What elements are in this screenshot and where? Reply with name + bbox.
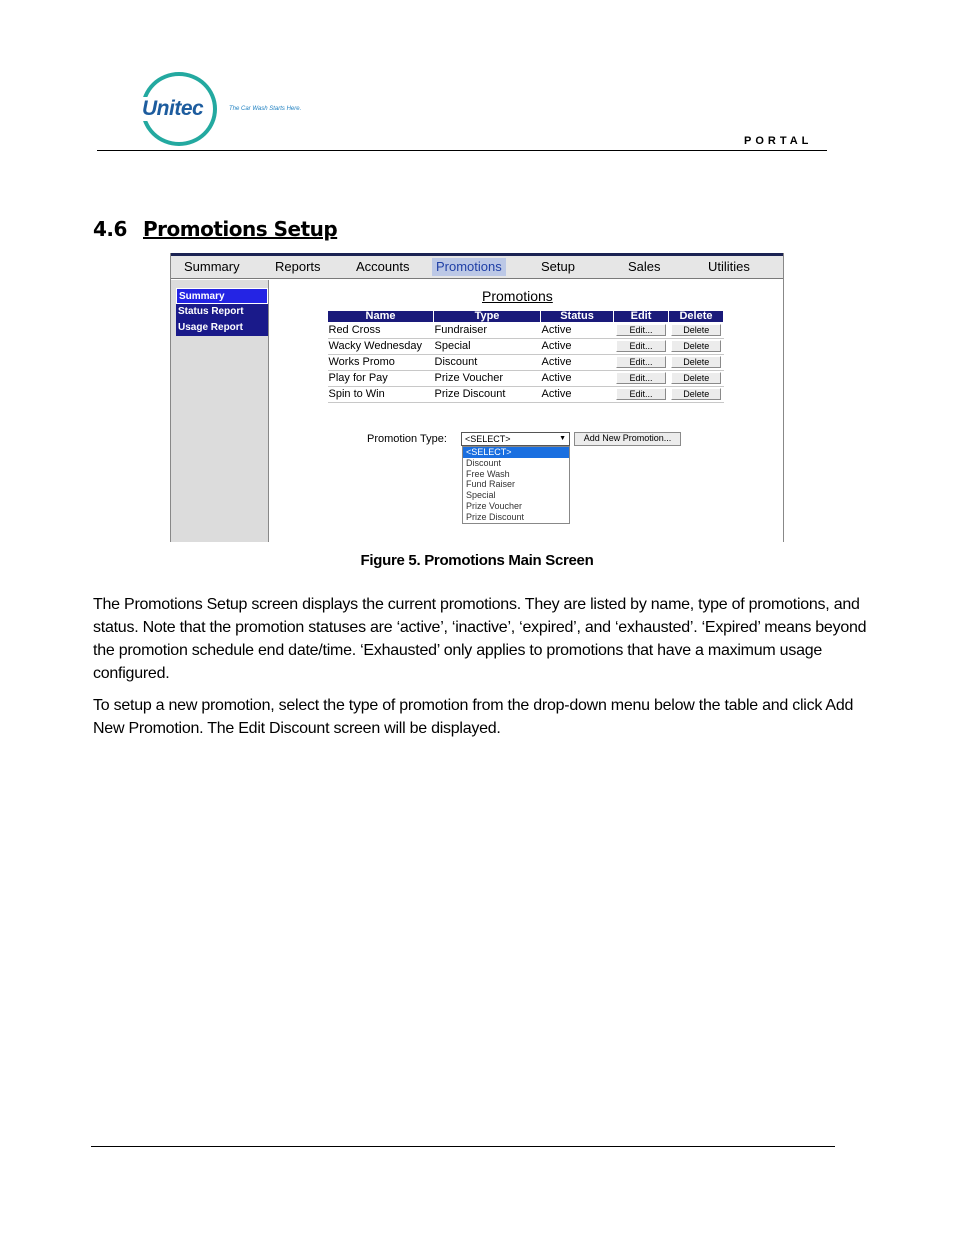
cell-delete	[669, 355, 724, 371]
cell-type: Prize Voucher	[434, 371, 541, 387]
cell-name: Works Promo	[328, 355, 434, 371]
cell-type: Fundraiser	[434, 323, 541, 339]
cell-type: Prize Discount	[434, 387, 541, 403]
header-divider	[97, 150, 827, 151]
delete-button[interactable]: Delete	[671, 356, 721, 368]
cell-type: Discount	[434, 355, 541, 371]
chevron-down-icon[interactable]: ▼	[559, 435, 566, 442]
sidebar	[171, 280, 269, 542]
column-header-status: Status	[541, 311, 614, 323]
delete-button[interactable]: Delete	[671, 340, 721, 352]
cell-delete	[669, 387, 724, 403]
unitec-logo	[138, 72, 222, 148]
add-new-promotion-button[interactable]: Add New Promotion...	[574, 432, 681, 446]
table-row	[328, 387, 724, 403]
promotion-type-select[interactable]	[461, 432, 570, 446]
dropdown-option-prize-discount[interactable]: Prize Discount	[466, 511, 525, 522]
column-header-name: Name	[328, 311, 434, 323]
cell-edit	[614, 339, 669, 355]
cell-edit	[614, 371, 669, 387]
cell-status: Active	[541, 355, 614, 371]
tab-setup[interactable]: Setup	[541, 259, 575, 274]
sidebar-item-summary[interactable]: Summary	[176, 288, 268, 304]
promotions-panel-title: Promotions	[482, 288, 553, 304]
column-header-delete: Delete	[669, 311, 724, 323]
cell-name: Wacky Wednesday	[328, 339, 434, 355]
cell-delete	[669, 323, 724, 339]
sidebar-item-usage-report[interactable]: Usage Report	[178, 322, 244, 333]
promotions-table	[327, 310, 724, 403]
promotions-screenshot	[170, 253, 784, 542]
dropdown-option-fund-raiser[interactable]: Fund Raiser	[466, 479, 516, 490]
nav-bar	[171, 256, 783, 279]
body-paragraph-1: The Promotions Setup screen displays the current promotions. They are listed by name, type of promotions, and status. Note that the promotion statuses are ‘active’, ‘inactive’, ‘expired’, and ‘exhausted’. ‘Expired’ means beyond the promotion schedule end date/time. ‘Exhausted’ only applies to promotions that have a maximum usage configured.	[93, 596, 867, 682]
table-row	[328, 355, 724, 371]
tab-sales[interactable]: Sales	[628, 259, 661, 274]
table-row	[328, 339, 724, 355]
dropdown-option-special[interactable]: Special	[466, 490, 496, 501]
table-row	[328, 323, 724, 339]
cell-status: Active	[541, 339, 614, 355]
promotion-type-label: Promotion Type:	[367, 433, 447, 445]
column-header-edit: Edit	[614, 311, 669, 323]
column-header-type: Type	[434, 311, 541, 323]
footer-divider	[91, 1146, 835, 1147]
logo-wordmark: Unitec	[142, 97, 204, 120]
tab-utilities[interactable]: Utilities	[708, 259, 750, 274]
delete-button[interactable]: Delete	[671, 324, 721, 336]
dropdown-option-free-wash[interactable]: Free Wash	[466, 468, 510, 479]
portal-label: PORTAL	[744, 135, 813, 147]
cell-name: Red Cross	[328, 323, 434, 339]
cell-delete	[669, 339, 724, 355]
edit-button[interactable]: Edit...	[616, 356, 666, 368]
promotion-type-dropdown	[462, 446, 570, 524]
cell-delete	[669, 371, 724, 387]
dropdown-option-prize-voucher[interactable]: Prize Voucher	[466, 500, 523, 511]
logo-tagline: The Car Wash Starts Here.	[229, 106, 302, 112]
sidebar-item-status-report[interactable]: Status Report	[178, 306, 244, 317]
section-title: Promotions Setup	[143, 217, 338, 241]
tab-reports[interactable]: Reports	[275, 259, 321, 274]
edit-button[interactable]: Edit...	[616, 340, 666, 352]
dropdown-option-discount[interactable]: Discount	[466, 457, 502, 468]
edit-button[interactable]: Edit...	[616, 324, 666, 336]
table-row	[328, 371, 724, 387]
edit-button[interactable]: Edit...	[616, 372, 666, 384]
table-header-row	[328, 311, 724, 323]
tab-promotions[interactable]: Promotions	[432, 258, 506, 276]
tab-summary[interactable]: Summary	[184, 259, 240, 274]
figure-caption: Figure 5. Promotions Main Screen	[360, 552, 594, 569]
tab-accounts[interactable]: Accounts	[356, 259, 410, 274]
edit-button[interactable]: Edit...	[616, 388, 666, 400]
cell-type: Special	[434, 339, 541, 355]
body-paragraph-2: To setup a new promotion, select the type of promotion from the drop-down menu below the table and click Add New Promotion. The Edit Discount screen will be displayed.	[93, 697, 854, 737]
sidebar-menu	[176, 288, 268, 336]
select-current-value: <SELECT>	[465, 434, 511, 444]
cell-status: Active	[541, 387, 614, 403]
cell-name: Spin to Win	[328, 387, 434, 403]
cell-status: Active	[541, 323, 614, 339]
dropdown-option-select[interactable]: <SELECT>	[463, 447, 569, 458]
cell-edit	[614, 387, 669, 403]
cell-edit	[614, 355, 669, 371]
delete-button[interactable]: Delete	[671, 388, 721, 400]
section-number: 4.6	[93, 217, 127, 241]
cell-edit	[614, 323, 669, 339]
cell-name: Play for Pay	[328, 371, 434, 387]
delete-button[interactable]: Delete	[671, 372, 721, 384]
cell-status: Active	[541, 371, 614, 387]
